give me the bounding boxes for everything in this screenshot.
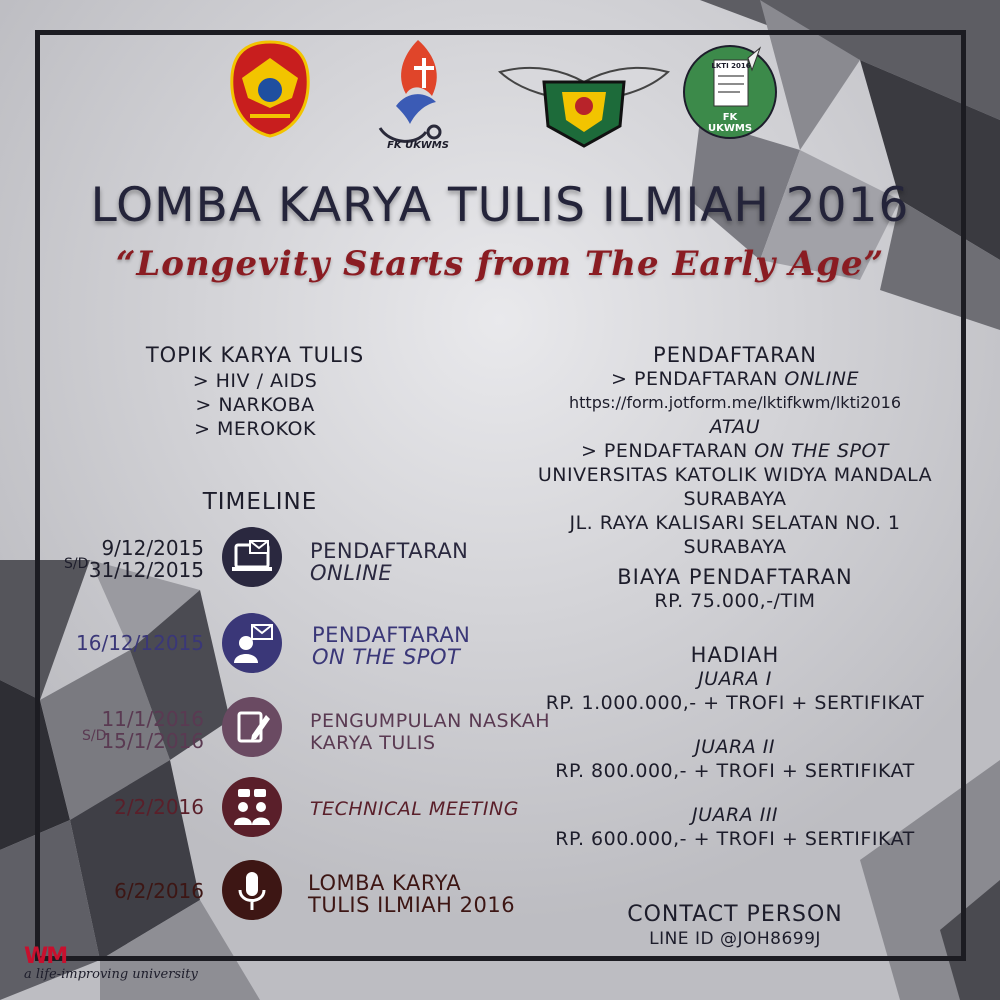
bem-wings-shield-icon (496, 42, 672, 150)
timeline-date-start: 11/1/2016 (101, 707, 204, 731)
fk-ukwms-dove-icon (366, 36, 470, 156)
pendaftaran-online-prefix: > PENDAFTARAN (611, 368, 785, 390)
timeline-date-end: 31/12/2015 (88, 558, 204, 582)
hadiah-heading: HADIAH (690, 643, 780, 667)
wm-tagline: a life-improving university (24, 967, 198, 982)
timeline-event-line1: PENGUMPULAN NASKAH (310, 710, 551, 732)
timeline-circle (222, 860, 282, 920)
timeline-circle (222, 697, 282, 757)
timeline-date-start: 2/2/2016 (114, 795, 204, 819)
pendaftaran-online-word: ONLINE (784, 368, 859, 390)
sd-label: S/D (82, 728, 107, 744)
pendaftaran-spot-prefix: > PENDAFTARAN (580, 440, 755, 462)
timeline-event-text (310, 798, 519, 820)
prize-value: RP. 600.000,- + TROFI + SERTIFIKAT (555, 828, 915, 850)
timeline-heading: TIMELINE (202, 489, 318, 515)
prize-name: JUARA III (691, 804, 779, 826)
timeline-event-text (308, 872, 515, 916)
contact-heading: CONTACT PERSON (627, 902, 843, 927)
timeline-circle (222, 613, 282, 673)
topik-item: > HIV / AIDS (192, 370, 318, 392)
microphone-icon (222, 860, 282, 920)
sd-label: S/D (64, 556, 89, 572)
timeline-event-line2: ONLINE (310, 561, 393, 585)
pendaftaran-online (500, 367, 970, 391)
person-mail-icon (222, 613, 282, 673)
registration-url-link[interactable]: https://form.jotform.me/lktifkwm/lkti2016 (569, 393, 901, 412)
timeline-event-line1: PENDAFTARAN (312, 623, 471, 647)
lkti-badge-label: LKTI 2016 (711, 62, 751, 70)
timeline-date (62, 880, 204, 902)
pendaftaran-spot (500, 439, 970, 463)
prize-value: RP. 1.000.000,- + TROFI + SERTIFIKAT (545, 692, 925, 714)
timeline-date-end: 15/1/2016 (101, 729, 204, 753)
biaya-value: RP. 75.000,-/TIM (654, 590, 816, 612)
prize-value: RP. 800.000,- + TROFI + SERTIFIKAT (555, 760, 915, 782)
address-line: SURABAYA (683, 536, 787, 558)
fk-ukwms-label: FK UKWMS (387, 140, 449, 151)
timeline-date-start: 6/2/2016 (114, 879, 204, 903)
topik-heading: TOPIK KARYA TULIS (145, 343, 365, 367)
contact-section (500, 902, 970, 951)
pendaftaran-section (500, 343, 970, 559)
biaya-section (500, 565, 970, 613)
meeting-icon (222, 777, 282, 837)
biaya-heading: BIAYA PENDAFTARAN (617, 565, 853, 589)
address-line: UNIVERSITAS KATOLIK WIDYA MANDALA SURABAYA (537, 464, 933, 510)
pendaftaran-heading: PENDAFTARAN (653, 343, 817, 367)
timeline-circle (222, 777, 282, 837)
prize-name: JUARA I (698, 668, 772, 690)
contact-value: LINE ID @JOH8699J (649, 929, 821, 949)
wm-brand-mark: WM (24, 944, 67, 969)
timeline-date-start: 16/12/12015 (76, 631, 204, 655)
topik-section (130, 343, 380, 441)
address-line: JL. RAYA KALISARI SELATAN NO. 1 (569, 512, 901, 534)
timeline-event-text (312, 624, 470, 668)
atau-label: ATAU (709, 416, 761, 438)
timeline-date (62, 632, 204, 654)
laptop-mail-icon (222, 527, 282, 587)
timeline-event-line1: TECHNICAL MEETING (310, 798, 519, 820)
pendaftaran-spot-word: ON THE SPOT (754, 440, 890, 462)
garuda-crest-logo (222, 38, 318, 138)
timeline-event-line2: TULIS ILMIAH 2016 (308, 893, 516, 917)
timeline-date-start: 9/12/2015 (101, 536, 204, 560)
topik-list (130, 369, 380, 441)
bem-logo (496, 42, 672, 150)
timeline-circle (222, 527, 282, 587)
edit-paper-icon (222, 697, 282, 757)
timeline-event-line1: PENDAFTARAN (310, 539, 469, 563)
hadiah-section (500, 643, 970, 851)
timeline-event-line2: KARYA TULIS (310, 732, 436, 754)
timeline-date (62, 796, 204, 818)
timeline-event-text (310, 540, 468, 584)
topik-item: > NARKOBA (195, 394, 315, 416)
poster-subtitle: “Longevity Starts from The Early Age” (115, 244, 885, 284)
fk-ukwms-logo (366, 36, 470, 156)
garuda-crest-icon (222, 38, 318, 138)
poster-title: LOMBA KARYA TULIS ILMIAH 2016 (90, 178, 910, 233)
timeline-event-line1: LOMBA KARYA (308, 871, 462, 895)
lkti-badge-caption: FK UKWMS (707, 112, 753, 134)
prize-name: JUARA II (695, 736, 775, 758)
topik-item: > MEROKOK (194, 418, 316, 440)
timeline-event-line2: ON THE SPOT (312, 645, 461, 669)
lkti-badge-logo (680, 36, 780, 148)
wm-brand-logo (24, 944, 198, 982)
